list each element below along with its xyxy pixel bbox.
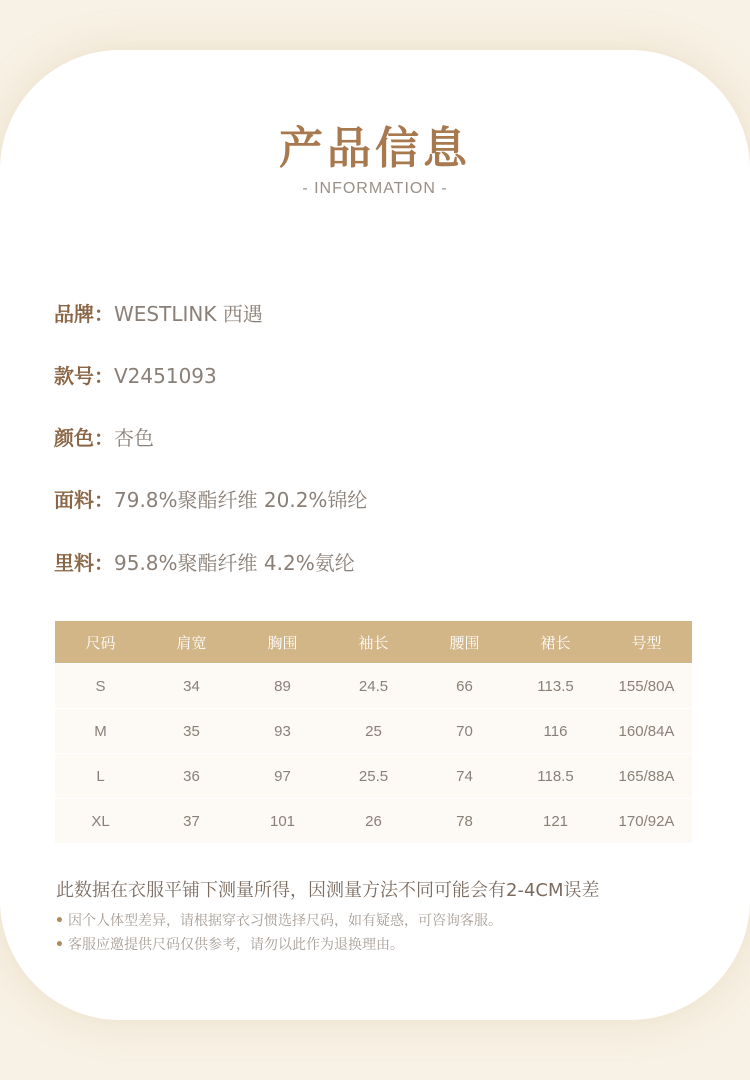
table-cell: 26 [328,799,419,844]
table-cell: 36 [146,754,237,799]
note-item [55,910,502,930]
info-label: 颜色： [54,426,114,450]
table-cell: 35 [146,709,237,754]
table-cell: 34 [146,664,237,709]
table-cell: 37 [146,799,237,844]
measurement-note: 此数据在衣服平铺下测量所得，因测量方法不同可能会有2-4CM误差 [56,880,600,901]
note-text: 因个人体型差异，请根据穿衣习惯选择尺码，如有疑惑，可咨询客服。 [67,913,502,929]
table-cell: 155/80A [601,664,692,709]
info-value: 杏色 [114,426,154,450]
column-header: 尺码 [55,621,146,664]
table-row [55,754,692,799]
info-label: 里料： [54,551,114,575]
info-value: 79.8%聚酯纤维 20.2%锦纶 [114,488,368,512]
info-value: 95.8%聚酯纤维 4.2%氨纶 [114,551,355,575]
page-title: 产品信息 [279,123,471,174]
table-cell: 101 [237,799,328,844]
table-cell: 170/92A [601,799,692,844]
info-value: V2451093 [114,364,217,388]
table-cell: 160/84A [601,709,692,754]
table-cell: 121 [510,799,601,844]
table-cell: 165/88A [601,754,692,799]
table-cell: M [55,709,146,754]
info-row-brand [54,298,263,327]
table-cell: S [55,664,146,709]
table-cell: 118.5 [510,754,601,799]
info-row-color [54,422,154,451]
table-cell: 25 [328,709,419,754]
table-row [55,709,692,754]
table-row [55,664,692,709]
column-header: 号型 [601,621,692,664]
column-header: 胸围 [237,621,328,664]
table-cell: 24.5 [328,664,419,709]
table-cell: 66 [419,664,510,709]
page-subtitle: - INFORMATION - [302,180,448,197]
info-row-lining [54,547,355,576]
table-cell: 78 [419,799,510,844]
info-label: 款号： [54,364,114,388]
table-row [55,799,692,844]
table-cell: XL [55,799,146,844]
bullet-icon: • [55,913,64,929]
table-cell: 113.5 [510,664,601,709]
info-row-style-number [54,360,217,389]
table-cell: 93 [237,709,328,754]
table-cell: 89 [237,664,328,709]
table-cell: 74 [419,754,510,799]
note-text: 客服应邀提供尺码仅供参考，请勿以此作为退换理由。 [67,937,404,953]
table-cell: 70 [419,709,510,754]
column-header: 腰围 [419,621,510,664]
size-table-header-row [55,621,692,664]
info-label: 品牌： [54,302,114,326]
table-cell: L [55,754,146,799]
info-row-fabric [54,484,367,513]
bullet-icon: • [55,937,64,953]
info-card [0,50,750,1020]
size-table [55,621,692,843]
column-header: 肩宽 [146,621,237,664]
note-item [55,934,404,954]
table-cell: 116 [510,709,601,754]
info-value: WESTLINK 西遇 [114,302,263,326]
table-cell: 97 [237,754,328,799]
info-label: 面料： [54,488,114,512]
column-header: 袖长 [328,621,419,664]
table-cell: 25.5 [328,754,419,799]
column-header: 裙长 [510,621,601,664]
